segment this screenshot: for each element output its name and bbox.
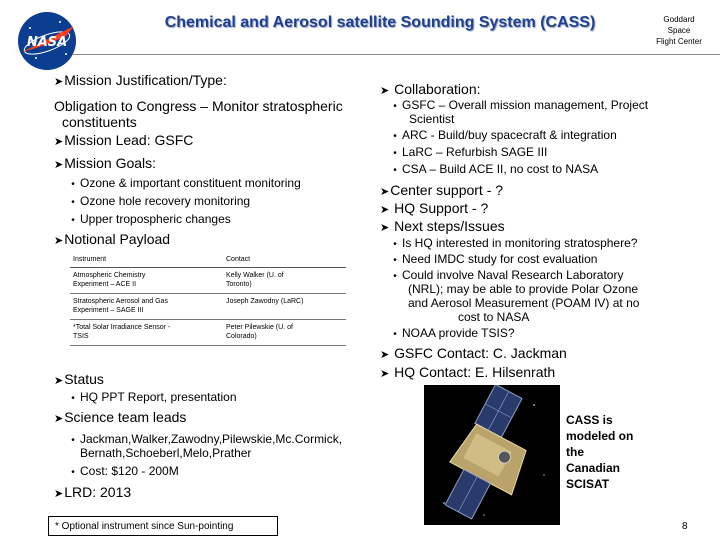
hq-support: ➤ HQ Support - ?	[380, 200, 489, 216]
lrd-heading: ➤LRD: 2013	[54, 484, 132, 500]
gsfc-contact: ➤ GSFC Contact: C. Jackman	[380, 345, 567, 361]
payload-table	[70, 252, 346, 346]
table-header-row	[70, 252, 346, 268]
arrow-bullet-icon: ➤	[54, 159, 64, 171]
goal-item: • Ozone & important constituent monitoring	[71, 176, 301, 190]
science-leads-heading: ➤Science team leads	[54, 409, 187, 425]
collab-item: • CSA – Build ACE II, no cost to NASA	[393, 162, 599, 176]
arrow-bullet-icon: ➤	[54, 136, 64, 148]
instrument-cell: Stratospheric Aerosol and Gas Experiment – SAGE III	[70, 294, 223, 320]
header-divider	[72, 54, 720, 55]
contact-cell: Peter Pilewskie (U. of Colorado)	[223, 320, 346, 346]
contact-cell: Joseph Zawodny (LaRC)	[223, 294, 346, 320]
status-heading: ➤Status	[54, 371, 104, 387]
next-item-cont: (NRL); may be able to provide Polar Ozone	[408, 282, 639, 296]
page-title: Chemical and Aerosol satellite Sounding System (CASS)	[164, 14, 596, 31]
obligation-text-cont: constituents	[62, 114, 137, 130]
center-label: Goddard Space Flight Center	[656, 15, 702, 46]
next-item: • Need IMDC study for cost evaluation	[393, 252, 598, 266]
arrow-bullet-icon: ➤	[380, 349, 390, 361]
page-number: 8	[682, 521, 688, 532]
next-item: • Could involve Naval Research Laboratory	[393, 268, 624, 282]
next-item-cont: and Aerosol Measurement (POAM IV) at no	[408, 296, 640, 310]
arrow-bullet-icon: ➤	[54, 235, 64, 247]
arrow-bullet-icon: ➤	[54, 375, 64, 387]
table-row	[70, 268, 346, 294]
arrow-bullet-icon: ➤	[380, 368, 390, 380]
arrow-bullet-icon: ➤	[54, 76, 64, 88]
science-item-cont: Bernath,Schoeberl,Melo,Prather	[80, 446, 252, 460]
arrow-bullet-icon: ➤	[380, 186, 390, 198]
arrow-bullet-icon: ➤	[380, 204, 390, 216]
column-header-instrument: Instrument	[70, 252, 223, 268]
collab-item: • ARC - Build/buy spacecraft & integration	[393, 128, 617, 142]
arrow-bullet-icon: ➤	[54, 413, 64, 425]
nasa-logo-text: NASA	[26, 35, 68, 50]
arrow-bullet-icon: ➤	[54, 488, 64, 500]
footnote-box: * Optional instrument since Sun-pointing	[48, 516, 278, 536]
instrument-cell: Atmospheric Chemistry Experiment – ACE II	[70, 268, 223, 294]
mission-justification-heading: ➤Mission Justification/Type:	[54, 72, 227, 88]
collab-item: • LaRC – Refurbish SAGE III	[393, 145, 548, 159]
next-item: • Is HQ interested in monitoring stratosphere?	[393, 236, 638, 250]
table-row	[70, 294, 346, 320]
hq-contact: ➤ HQ Contact: E. Hilsenrath	[380, 364, 556, 380]
collab-item-cont: Scientist	[409, 112, 455, 126]
obligation-text: Obligation to Congress – Monitor stratospheric	[54, 98, 343, 114]
collaboration-heading: ➤ Collaboration:	[380, 81, 481, 97]
column-header-contact: Contact	[223, 252, 346, 268]
mission-lead: ➤Mission Lead: GSFC	[54, 132, 194, 148]
collab-item: • GSFC – Overall mission management, Project	[393, 98, 649, 112]
table-row	[70, 320, 346, 346]
next-item-cont: cost to NASA	[458, 310, 530, 324]
nasa-logo	[16, 10, 78, 72]
science-item: • Jackman,Walker,Zawodny,Pilewskie,Mc.Cormick,	[71, 432, 343, 446]
notional-payload-heading: ➤Notional Payload	[54, 231, 171, 247]
instrument-cell: *Total Solar Irradiance Sensor - TSIS	[70, 320, 223, 346]
arrow-bullet-icon: ➤	[380, 222, 390, 234]
center-support: ➤Center support - ?	[380, 182, 504, 198]
satellite-image	[424, 385, 560, 525]
next-steps-heading: ➤ Next steps/Issues	[380, 218, 505, 234]
science-item: • Cost: $120 - 200M	[71, 464, 179, 478]
cass-note: CASS is modeled on the Canadian SCISAT	[566, 413, 634, 491]
next-item: • NOAA provide TSIS?	[393, 326, 515, 340]
contact-cell: Kelly Walker (U. of Toronto)	[223, 268, 346, 294]
arrow-bullet-icon: ➤	[380, 85, 390, 97]
goal-item: • Upper tropospheric changes	[71, 212, 231, 226]
status-item: • HQ PPT Report, presentation	[71, 390, 237, 404]
goal-item: • Ozone hole recovery monitoring	[71, 194, 251, 208]
mission-goals-heading: ➤Mission Goals:	[54, 155, 157, 171]
